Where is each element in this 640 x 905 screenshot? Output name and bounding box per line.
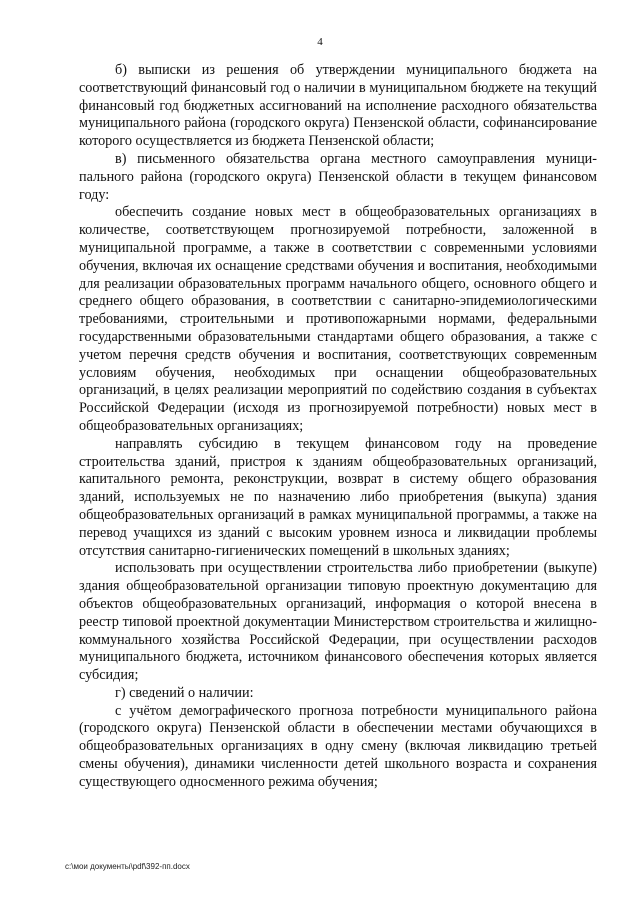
paragraph-direct-subsidy: направлять субсидию в текущем финансовом году на проведение строительства зданий, пристроя к зданиям общеобразовательных организаций, капитального ремонта, реконструкции, возврат в систему общего образования зданий, используемых не по назначению либо приобретения (выкупа) здания общеобразовательных организаций в рамках муниципальной программы, а также на перевод учащихся из зданий с высоким уровнем износа и ликвидации проблемы отсутствия санитарно-гигиенических помещений в школьных зданиях; (79, 435, 597, 559)
footer-file-path: c:\мои документы\pdf\392-пп.docx (65, 862, 190, 871)
paragraph-demographic-forecast: с учётом демографического прогноза потребности муниципального района (городского округа) Пензенской области в обеспечении местами обучающихся в общеобразовательных организациях в одну смену (включая ликвидацию третьей смены обучения), динамики численности детей школьного возраста и сохранения существующего односменного режима обучения; (79, 702, 597, 790)
body-text (79, 62, 597, 792)
paragraph-ensure-new-places: обеспечить создание новых мест в общеобразовательных организациях в количестве, соответствующем прогнозируемой потребности, заложенной в муниципальной программе, а также в соответствии с современными условиями обучения, включая их оснащение средствами обучения и воспитания, необходимыми для реализации образовательных программ начального общего, основного общего и среднего общего образования, в соответствии с санитарно-эпидемиологическими требованиями, строительными и противопожарными нормами, федеральными государственными образовательными стандартами общего образования, а также с учетом перечня средств обучения и воспитания, соответствующих современным условиям обучения, необходимых при оснащении общеобразовательных организаций, в целях реализации мероприятий по содействию создания в субъектах Российской Федерации (исходя из прогнозируемой потребности) новых мест в общеобразовательных организациях; (79, 204, 597, 434)
paragraph-b-budget-extract: б) выписки из решения об утверждении муниципального бюджета на соответствующий финансовый год о наличии в муниципальном бюджете на текущий финансовый год бюджетных ассигнований на исполнение расходного обязательства муниципального района (городского округа) Пензенской области, софинансирование которого осуществляется из бюджета Пензенской области; (79, 62, 597, 150)
paragraph-v-written-obligation: в) письменного обязательства органа местного самоуправления муници-пального района (городского округа) Пензенской области в текущем финансовом году: (79, 150, 597, 203)
paragraph-use-typical-design: использовать при осуществлении строительства либо приобретении (выкупе) здания общеобразовательной организации типовую проектную документацию для объектов общеобразовательных организаций, информация о которой внесена в реестр типовой проектной документации Министерством строительства и жилищно-коммунального хозяйства Российской Федерации, при осуществлении расходов муниципального бюджета, источником финансового обеспечения которых является субсидия; (79, 560, 597, 684)
paragraph-g-information: г) сведений о наличии: (115, 684, 254, 701)
page-number: 4 (317, 36, 323, 48)
